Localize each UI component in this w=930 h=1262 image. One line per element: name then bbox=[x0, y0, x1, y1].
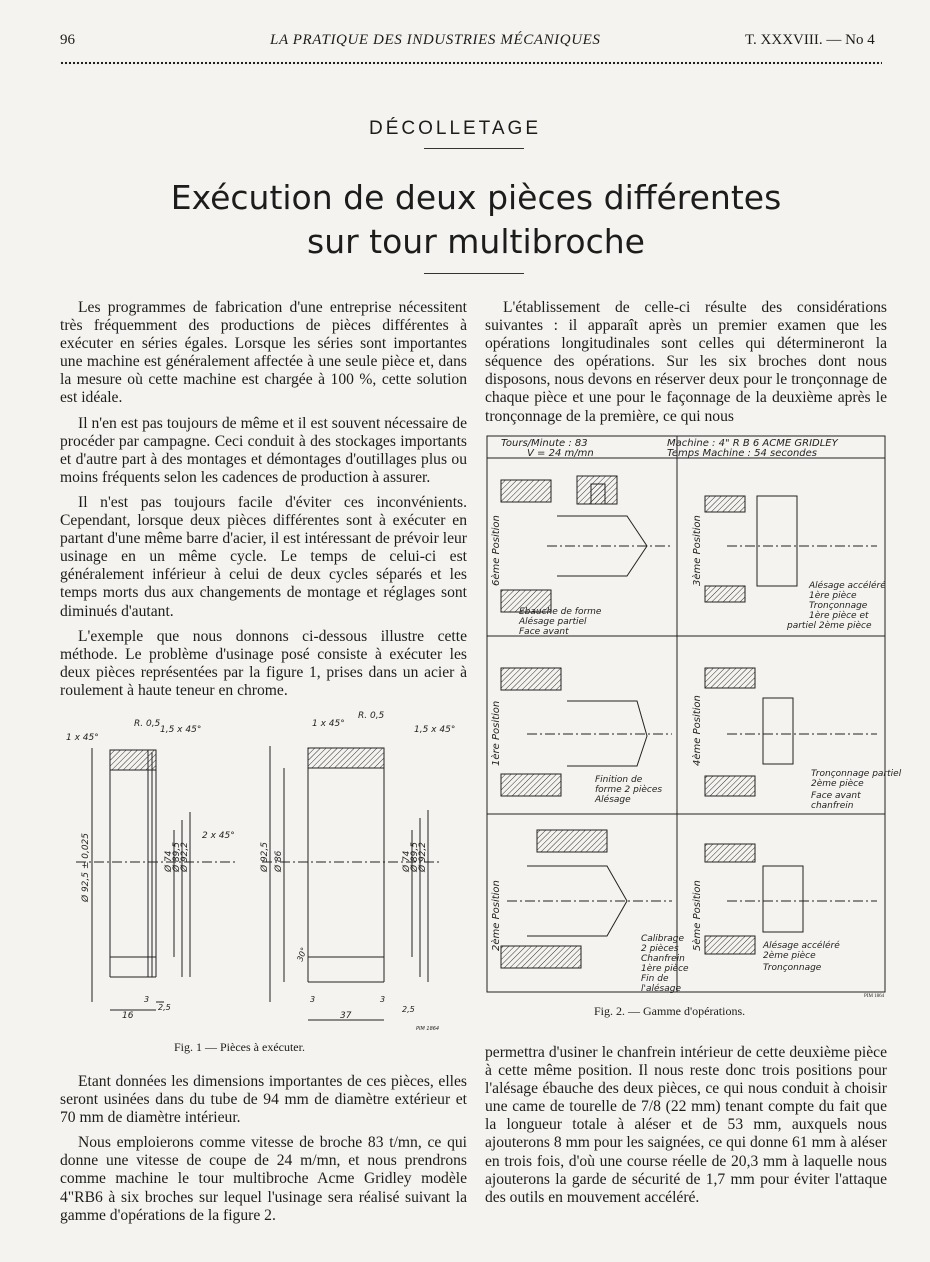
article-title bbox=[60, 176, 892, 264]
position-label: 1ère Position bbox=[491, 700, 502, 766]
left-column-continued bbox=[60, 1073, 467, 1232]
operation-cell bbox=[691, 496, 886, 631]
figure-credit: PIM 1864 bbox=[416, 1026, 440, 1032]
paragraph: L'exemple que nous donnons ci-dessous illustre cette méthode. Le problème d'usinage posé consiste à exécuter les deux pièces représentées par la figure 1, prises dans un acier à roulement à haute teneur en chrome. bbox=[60, 627, 467, 699]
dim-label: 1,5 x 45° bbox=[414, 725, 456, 735]
dim-label: 1 x 45° bbox=[66, 733, 99, 743]
title-line-2: sur tour multibroche bbox=[307, 222, 645, 261]
operation-label: Alésage accéléré bbox=[809, 581, 886, 591]
operation-cell bbox=[490, 476, 672, 637]
header-cut-speed: V = 24 m/mn bbox=[527, 448, 594, 459]
dim-label: 16 bbox=[122, 1011, 134, 1021]
right-column bbox=[485, 299, 887, 433]
paragraph: Les programmes de fabrication d'une entreprise nécessitent très fréquemment des productions de pièces différentes à exécuter en séries égales. Lorsque les séries sont importantes une machine est généralement affectée à une seule pièce et, dans la mesure où cette machine est chargée à 100 %, cette solution est idéale. bbox=[60, 299, 467, 407]
position-label: 3ème Position bbox=[692, 515, 703, 586]
dim-label: Ø 92,5 bbox=[260, 842, 270, 872]
dim-label: 1,5 x 45° bbox=[160, 725, 202, 735]
position-label: 2ème Position bbox=[491, 880, 502, 951]
operation-label: Tronçonnage bbox=[809, 601, 868, 611]
title-rule bbox=[424, 273, 524, 274]
operation-label: Chanfrein bbox=[641, 954, 685, 964]
operation-label: Alésage bbox=[595, 795, 631, 805]
dim-label: 2,5 bbox=[158, 1003, 171, 1012]
operation-label: Ebauche de forme bbox=[519, 607, 602, 617]
operation-label: Face avant bbox=[519, 627, 569, 637]
position-label: 6ème Position bbox=[491, 515, 502, 586]
figure-2-drawing bbox=[487, 436, 902, 996]
left-column bbox=[60, 299, 467, 707]
dim-label: Ø 74 bbox=[402, 850, 412, 872]
figure-1-drawing bbox=[62, 712, 464, 1032]
dim-label: 1 x 45° bbox=[312, 719, 345, 729]
operation-label: Alésage accéléré bbox=[763, 941, 840, 951]
operation-label: 1ère pièce et bbox=[809, 611, 869, 621]
page-number: 96 bbox=[60, 32, 75, 48]
paragraph: permettra d'usiner le chanfrein intérieur de cette deuxième pièce à cette même position. Il nous reste donc trois positions pour l'alésage ébauche des deux pièces, ce qui nous conduit à choisir une came de tourelle de 7/8 (22 mm) tenant compte du fait que la longueur totale à aléser et de 53 mm, auxquels nous ajouterons 8 mm pour les saignées, ce qui donne 61 mm à aléser en trois fois, d'où une course réelle de 20,3 mm à laquelle nous ajouterons la garde de sécurité de 1,7 mm pour éviter l'attaque des outils en mouvement accéléré. bbox=[485, 1044, 887, 1206]
figure-1 bbox=[62, 712, 464, 1032]
figure-credit: PIM 1864 bbox=[864, 994, 885, 999]
dim-label: R. 0,5 bbox=[134, 719, 161, 729]
dim-label: Ø 86 bbox=[274, 850, 284, 872]
paragraph: Nous emploierons comme vitesse de broche 83 t/mn, ce qui donne une vitesse de coupe de 24 m/mn, et nous prendrons comme machine le tour multibroche Acme Gridley modèle 4"RB6 à six broches sur lequel l'usinage sera réalisé suivant la gamme d'opérations de la figure 2. bbox=[60, 1134, 467, 1224]
operation-label: 2ème pièce bbox=[811, 779, 864, 789]
operation-cell bbox=[490, 830, 689, 994]
dim-label: 3 bbox=[380, 995, 386, 1004]
paragraph: Il n'est pas toujours facile d'éviter ces inconvénients. Cependant, lorsque deux pièces différentes sont à exécuter en partant d'une même barre d'acier, il est intéressant de prévoir leur usinage en un même cycle. Le temps de celui-ci est généralement inférieur à celui de deux cycles séparés et les temps morts dus aux changements de montage et réglages sont diminués d'autant. bbox=[60, 493, 467, 620]
operation-label: Face avant bbox=[811, 791, 861, 801]
operation-label: 1ère pièce bbox=[641, 964, 689, 974]
operation-label: chanfrein bbox=[811, 801, 854, 811]
position-label: 4ème Position bbox=[692, 695, 703, 766]
operation-label: partiel 2ème pièce bbox=[787, 621, 872, 631]
header-speed: Tours/Minute : 83 bbox=[501, 438, 588, 449]
operation-cell bbox=[691, 844, 877, 973]
dim-label: 30° bbox=[295, 946, 309, 963]
paragraph: L'établissement de celle-ci résulte des considérations suivantes : il apparaît après un premier examen que les opérations longitudinales sont celles qui détermineront la séquence des opérations. Sur les six broches dont nous disposons, nous devons en réserver deux pour le tronçonnage de chaque pièce et une pour le façonnage de la deuxième après le tronçonnage de la première, ce qui nous bbox=[485, 299, 887, 425]
dim-label: 2,5 bbox=[402, 1005, 415, 1014]
figure-2 bbox=[487, 436, 902, 996]
operation-label: Tronçonnage bbox=[763, 963, 822, 973]
operation-label: 2ème pièce bbox=[763, 951, 816, 961]
operation-label: Finition de bbox=[595, 775, 643, 785]
dim-label: Ø 89,5 bbox=[410, 842, 420, 872]
header-machine: Machine : 4" R B 6 ACME GRIDLEY bbox=[667, 438, 838, 449]
paragraph: Il n'en est pas toujours de même et il est souvent nécessaire de procéder par campagne. Ceci conduit à des stockages importants et d'autre part à des montages et démontages d'outillages plus ou moins fréquents selon les cadences de production à assurer. bbox=[60, 414, 467, 486]
operation-cell bbox=[490, 668, 672, 805]
figure-1-caption: Fig. 1 — Pièces à exécuter. bbox=[174, 1040, 305, 1054]
operation-label: 2 pièces bbox=[641, 944, 679, 954]
operation-label: Calibrage bbox=[641, 934, 684, 944]
dim-label: 37 bbox=[340, 1011, 352, 1021]
dotted-rule bbox=[60, 61, 882, 65]
right-column-continued bbox=[485, 1044, 887, 1214]
section-heading: DÉCOLLETAGE bbox=[368, 118, 542, 139]
dim-label: Ø 92,2 bbox=[180, 842, 190, 872]
issue-number: T. XXXVIII. — No 4 bbox=[745, 32, 875, 48]
paragraph: Etant données les dimensions importantes de ces pièces, elles seront usinées dans du tube de 94 mm de diamètre extérieur et 70 mm de diamètre intérieur. bbox=[60, 1073, 467, 1127]
section-rule bbox=[424, 148, 524, 149]
operation-label: l'alésage bbox=[641, 984, 681, 994]
dim-label: R. 0,5 bbox=[358, 711, 385, 721]
operation-label: Tronçonnage partiel bbox=[811, 769, 902, 779]
dim-label: Ø 92,5 ± 0,025 bbox=[81, 832, 91, 902]
operation-label: Alésage partiel bbox=[519, 617, 587, 627]
operation-label: 1ère pièce bbox=[809, 591, 857, 601]
operation-label: forme 2 pièces bbox=[595, 785, 663, 795]
dim-label: Ø 74 bbox=[164, 850, 174, 872]
running-title: LA PRATIQUE DES INDUSTRIES MÉCANIQUES bbox=[270, 32, 601, 48]
operation-cell bbox=[691, 668, 902, 811]
position-label: 5ème Position bbox=[692, 880, 703, 951]
header-time: Temps Machine : 54 secondes bbox=[667, 448, 818, 459]
operation-label: Fin de bbox=[641, 974, 669, 984]
dim-label: 2 x 45° bbox=[202, 831, 235, 841]
figure-2-caption: Fig. 2. — Gamme d'opérations. bbox=[594, 1004, 746, 1018]
dim-label: 3 bbox=[310, 995, 316, 1004]
dim-label: Ø 89,5 bbox=[172, 842, 182, 872]
title-line-1: Exécution de deux pièces différentes bbox=[170, 178, 782, 217]
dim-label: Ø 92,2 bbox=[418, 842, 428, 872]
dim-label: 3 bbox=[144, 995, 150, 1004]
